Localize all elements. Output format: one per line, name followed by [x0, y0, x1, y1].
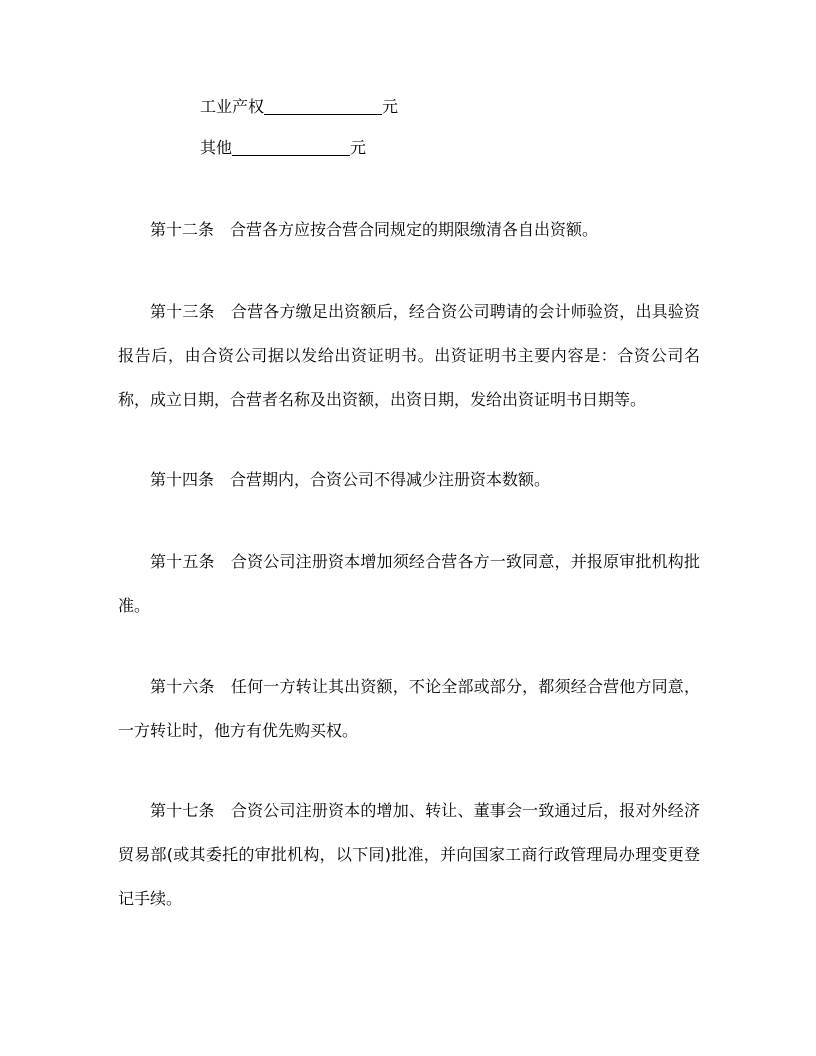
- article-13: [118, 290, 700, 422]
- article-16: [118, 665, 700, 753]
- article-number: 第十四条: [150, 470, 215, 489]
- capital-item-unit: 元: [350, 138, 367, 157]
- capital-item-label: 其他: [200, 138, 233, 157]
- article-15: [118, 540, 700, 628]
- article-text: 合营期内，合资公司不得减少注册资本数额。: [230, 470, 551, 489]
- fill-in-blank: [232, 139, 350, 156]
- article-number: 第十七条: [150, 801, 215, 820]
- article-14: [118, 458, 700, 502]
- article-text: 任何一方转让其出资额，不论全部或部分，都须经合营他方同意，一方转让时，他方有优先购买权。: [118, 677, 700, 740]
- article-text: 合营各方应按合营合同规定的期限缴清各自出资额。: [230, 220, 599, 239]
- capital-item-other: [200, 138, 366, 158]
- article-12: [118, 208, 700, 252]
- article-number: 第十五条: [150, 552, 215, 571]
- capital-item-unit: 元: [382, 97, 399, 116]
- capital-item-label: 工业产权: [200, 97, 265, 116]
- article-17: [118, 789, 700, 921]
- article-text: 合资公司注册资本增加须经合营各方一致同意，并报原审批机构批准。: [118, 552, 700, 615]
- capital-item-industrial-property: [200, 97, 398, 117]
- fill-in-blank: [264, 98, 382, 115]
- article-number: 第十三条: [150, 302, 215, 321]
- article-number: 第十二条: [150, 220, 215, 239]
- article-text: 合资公司注册资本的增加、转让、董事会一致通过后，报对外经济贸易部(或其委托的审批机构，以下同)批准，并向国家工商行政管理局办理变更登记手续。: [118, 801, 700, 908]
- article-number: 第十六条: [150, 677, 215, 696]
- article-text: 合营各方缴足出资额后，经合资公司聘请的会计师验资，出具验资报告后，由合资公司据以发给出资证明书。出资证明书主要内容是：合资公司名称，成立日期，合营者名称及出资额，出资日期，发给出资证明书日期等。: [118, 302, 700, 409]
